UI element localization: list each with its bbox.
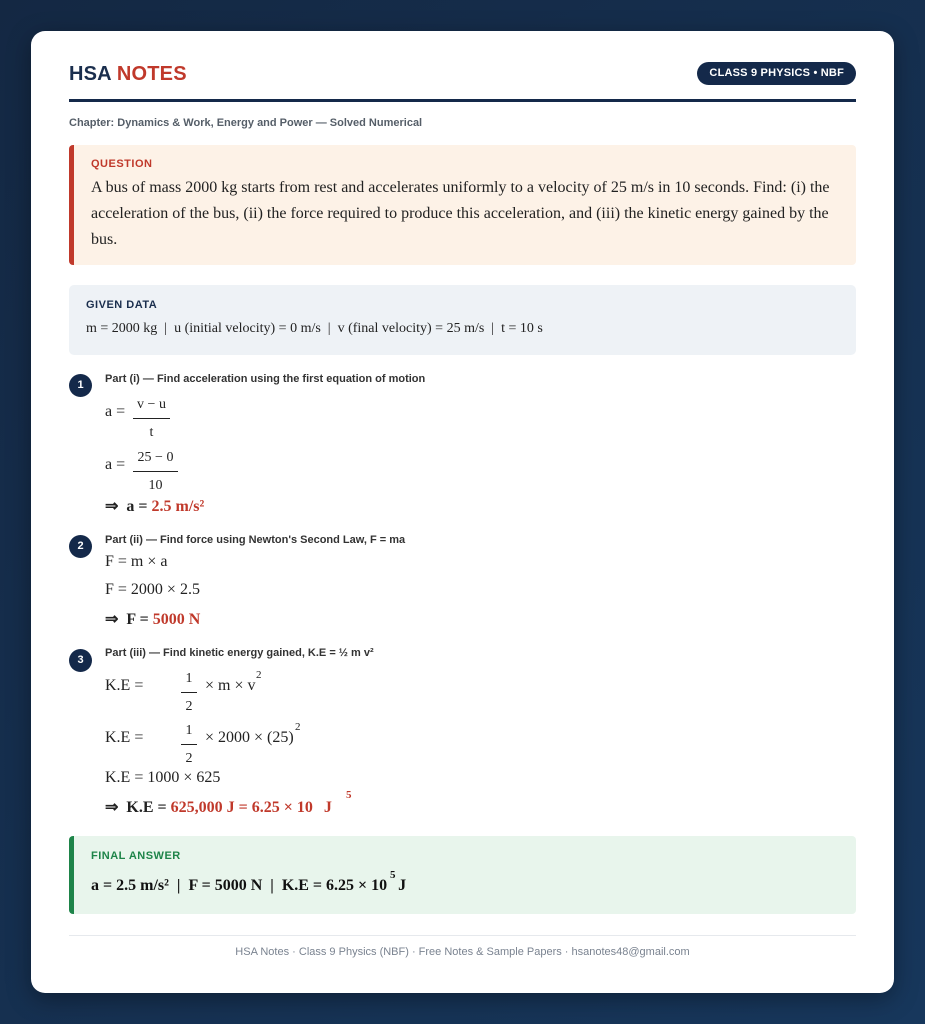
- step-3-eq2-lhs: K.E =: [105, 729, 144, 746]
- notes-card: [31, 31, 894, 993]
- brand-logo: [69, 63, 187, 86]
- final-answer-label: FINAL ANSWER: [91, 850, 181, 862]
- step-2-number: 2: [69, 535, 92, 558]
- step-3-result: [105, 797, 332, 817]
- fraction-numerator: 1: [185, 671, 193, 686]
- step-3-eq3: K.E = 1000 × 625: [105, 769, 221, 786]
- fraction-bar: [133, 471, 178, 472]
- class-badge: CLASS 9 PHYSICS • NBF: [697, 62, 856, 85]
- page-header: [69, 61, 856, 102]
- step-2-result-prefix: ⇒ F =: [105, 611, 153, 628]
- step-3-eq2-rhs: × 2000 × (25): [205, 729, 294, 746]
- step-1-result: [105, 496, 204, 516]
- step-3-eq1-fraction: [181, 671, 197, 715]
- step-1-eq2-fraction: [133, 450, 178, 494]
- step-3-number: 3: [69, 649, 92, 672]
- final-answer-values: a = 2.5 m/s² | F = 5000 N | K.E = 6.25 × 10: [91, 877, 388, 894]
- fraction-denominator: 2: [185, 751, 193, 766]
- final-answer-exponent: 5: [390, 869, 396, 881]
- fraction-denominator: t: [149, 425, 154, 440]
- fraction-bar: [181, 744, 197, 745]
- given-data-text: m = 2000 kg | u (initial velocity) = 0 m/s | v (final velocity) = 25 m/s | t = 10 s: [86, 321, 543, 336]
- brand-name-part2: NOTES: [116, 63, 187, 85]
- step-3-result-value: 625,000 J = 6.25 × 10: [170, 799, 313, 816]
- footer-divider: [69, 935, 856, 936]
- step-3-eq2-exponent: 2: [295, 721, 301, 733]
- step-2-eq2: F = 2000 × 2.5: [105, 581, 200, 598]
- fraction-bar: [181, 692, 197, 693]
- given-data-box: [69, 285, 856, 355]
- step-2-result-value: 5000 N: [152, 611, 201, 628]
- step-2-eq1: F = m × a: [105, 553, 168, 570]
- step-3-result-exponent: 5: [346, 789, 352, 801]
- step-3-eq2-fraction: [181, 723, 197, 767]
- question-box: [69, 145, 856, 265]
- given-data-label: GIVEN DATA: [86, 299, 158, 311]
- step-1-title: Part (i) — Find acceleration using the first equation of motion: [105, 373, 426, 385]
- step-2-title: Part (ii) — Find force using Newton's Second Law, F = ma: [105, 534, 406, 546]
- step-1-result-value: 2.5 m/s²: [151, 498, 205, 515]
- step-3-title: Part (iii) — Find kinetic energy gained, K.E = ½ m v²: [105, 647, 374, 659]
- step-3-eq1-rhs: × m × v: [205, 677, 256, 694]
- step-3-eq1-lhs: K.E =: [105, 677, 144, 694]
- fraction-bar: [133, 418, 170, 419]
- question-text: A bus of mass 2000 kg starts from rest and accelerates uniformly to a velocity of 25 m/s in 10 seconds. Find: (i) the acceleration of the bus, (ii) the force required to produce this acceleration, and (iii) the kinetic energy gained by the bus.: [91, 179, 830, 248]
- question-label: QUESTION: [91, 158, 153, 170]
- fraction-numerator: 1: [185, 723, 193, 738]
- fraction-denominator: 10: [148, 478, 163, 493]
- step-3-result-unit: J: [319, 799, 332, 816]
- step-1-eq2-lhs: a =: [105, 456, 126, 473]
- step-3-eq1-exponent: 2: [256, 669, 262, 681]
- fraction-numerator: v − u: [137, 397, 166, 412]
- chapter-label: Chapter: Dynamics & Work, Energy and Power — Solved Numerical: [69, 117, 423, 129]
- brand-name-part1: HSA: [69, 63, 112, 85]
- step-1-eq1-lhs: a =: [105, 403, 126, 420]
- step-1-eq1-fraction: [133, 397, 170, 441]
- step-3-result-prefix: ⇒ K.E =: [105, 799, 171, 816]
- step-1-number: 1: [69, 374, 92, 397]
- final-answer-unit: J: [394, 877, 407, 894]
- fraction-numerator: 25 − 0: [137, 450, 174, 465]
- final-answer-text: [91, 877, 406, 895]
- step-1-result-prefix: ⇒ a =: [105, 498, 152, 515]
- final-answer-box: [69, 836, 856, 914]
- fraction-denominator: 2: [185, 699, 193, 714]
- step-2-result: [105, 609, 200, 629]
- footer-text: HSA Notes · Class 9 Physics (NBF) · Free Notes & Sample Papers · hsanotes48@gmail.com: [235, 946, 690, 958]
